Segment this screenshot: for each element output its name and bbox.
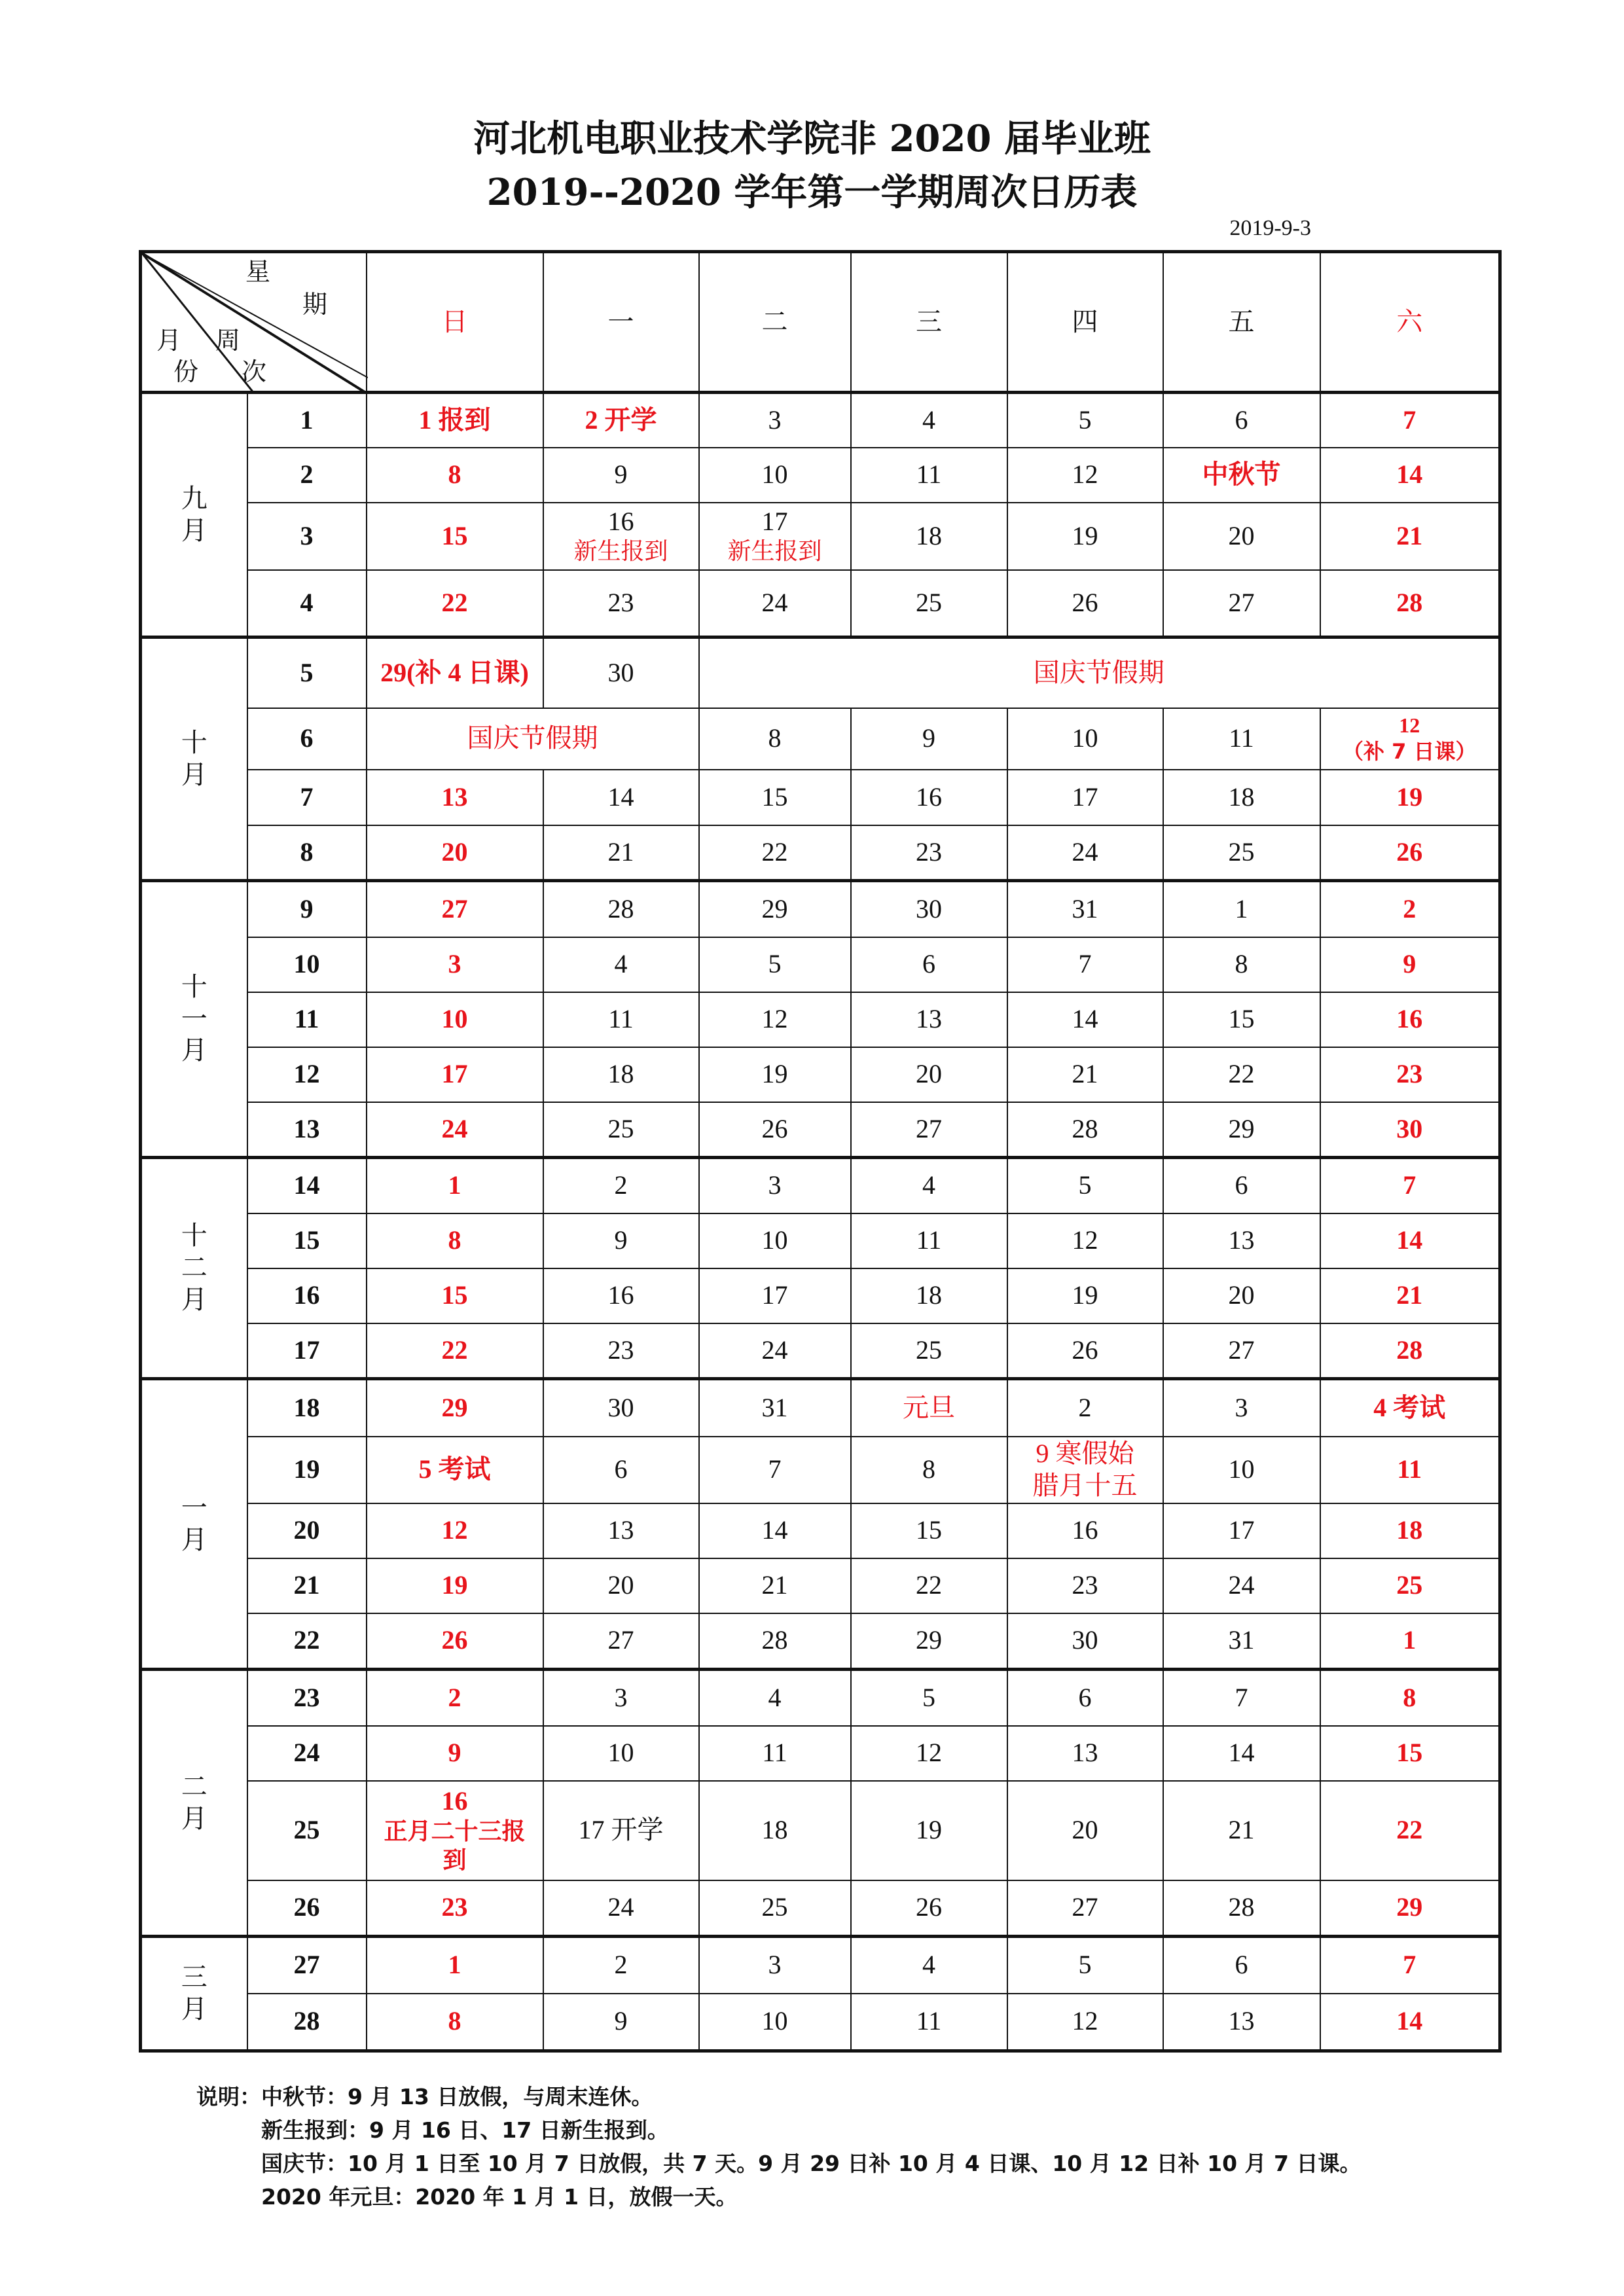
- day-cell: 25: [543, 1102, 699, 1158]
- weekday-sat: 六: [1320, 252, 1500, 393]
- day-cell: 12: [1007, 448, 1163, 503]
- table-row: [141, 1880, 1500, 1937]
- table-row: [141, 1158, 1500, 1213]
- day-cell: 7: [699, 1437, 851, 1503]
- day-cell: 16: [543, 1268, 699, 1323]
- day-cell: 19: [1320, 770, 1500, 825]
- day-cell: 5: [1007, 1158, 1163, 1213]
- week-number: 13: [247, 1102, 367, 1158]
- day-cell: 15: [367, 503, 543, 570]
- day-cell: 1 报到: [367, 393, 543, 448]
- day-cell: 20: [1163, 503, 1320, 570]
- day-cell: 28: [1320, 570, 1500, 637]
- day-cell: 3: [367, 937, 543, 992]
- day-cell: 24: [1163, 1558, 1320, 1613]
- day-cell: 21: [1320, 503, 1500, 570]
- day-cell: 20: [851, 1047, 1007, 1102]
- day-cell: 20: [367, 825, 543, 881]
- day-cell: 7: [1320, 1937, 1500, 1994]
- day-cell: 19: [367, 1558, 543, 1613]
- day-cell: 5: [1007, 393, 1163, 448]
- table-row: [141, 503, 1500, 570]
- day-cell: 13: [1007, 1726, 1163, 1781]
- week-number: 4: [247, 570, 367, 637]
- table-row: [141, 1503, 1500, 1558]
- diag-label-yue: 月: [156, 326, 182, 355]
- month-label-nov: 十 一 月: [141, 881, 247, 1158]
- day-cell: 13: [1163, 1213, 1320, 1268]
- day-cell: 12: [1007, 1994, 1163, 2051]
- day-cell: 19: [699, 1047, 851, 1102]
- day-cell: 16: [1320, 992, 1500, 1047]
- week-number: 15: [247, 1213, 367, 1268]
- day-cell: 1: [1320, 1613, 1500, 1670]
- weekday-tue: 二: [699, 252, 851, 393]
- day-cell: 27: [543, 1613, 699, 1670]
- week-number: 2: [247, 448, 367, 503]
- day-cell: 27: [1163, 1323, 1320, 1379]
- calendar-table: [139, 250, 1502, 2053]
- day-cell: 元旦: [851, 1379, 1007, 1437]
- day-cell: 18: [1320, 1503, 1500, 1558]
- day-cell: 21: [699, 1558, 851, 1613]
- day-cell: 2: [367, 1670, 543, 1726]
- day-cell: 3: [699, 1937, 851, 1994]
- day-cell: 18: [851, 1268, 1007, 1323]
- day-cell: 19: [1007, 503, 1163, 570]
- week-number: 19: [247, 1437, 367, 1503]
- day-cell: 8: [851, 1437, 1007, 1503]
- day-note: 新生报到: [573, 538, 668, 565]
- day-cell: 10: [1163, 1437, 1320, 1503]
- week-number: 11: [247, 992, 367, 1047]
- day-cell: 24: [1007, 825, 1163, 881]
- day-cell: 4: [699, 1670, 851, 1726]
- day-cell: 29: [367, 1379, 543, 1437]
- day-cell: 21: [1320, 1268, 1500, 1323]
- header-row: [141, 252, 1500, 393]
- day-cell: 26: [1320, 825, 1500, 881]
- day-cell: 9: [543, 448, 699, 503]
- day-cell: 22: [367, 1323, 543, 1379]
- day-cell: 12: [851, 1726, 1007, 1781]
- day-cell: 3: [1163, 1379, 1320, 1437]
- day-cell: 6: [1163, 1937, 1320, 1994]
- day-note: 正月二十三报到: [384, 1818, 526, 1874]
- day-cell: 18: [699, 1781, 851, 1880]
- day-cell: 2: [1007, 1379, 1163, 1437]
- month-label-dec: 十 二 月: [141, 1158, 247, 1379]
- day-cell: 22: [851, 1558, 1007, 1613]
- holiday-span: 国庆节假期: [699, 637, 1500, 708]
- table-row: [141, 992, 1500, 1047]
- day-cell: 8: [367, 1213, 543, 1268]
- day-cell: 13: [851, 992, 1007, 1047]
- month-label-feb: 二 月: [141, 1670, 247, 1937]
- day-cell: 31: [699, 1379, 851, 1437]
- day-cell: 6: [1163, 1158, 1320, 1213]
- week-number: 20: [247, 1503, 367, 1558]
- week-number: 22: [247, 1613, 367, 1670]
- day-cell: 23: [367, 1880, 543, 1937]
- day-cell: 7: [1320, 1158, 1500, 1213]
- week-number: 1: [247, 393, 367, 448]
- table-row: [141, 1268, 1500, 1323]
- note-line: 2020 年元旦：2020 年 1 月 1 日，放假一天。: [196, 2184, 738, 2210]
- day-cell: 22: [699, 825, 851, 881]
- day-cell: 25: [851, 570, 1007, 637]
- note-line: 说明：中秋节：9 月 13 日放假，与周末连休。: [196, 2084, 653, 2109]
- day-cell: 23: [543, 570, 699, 637]
- day-cell: 7: [1163, 1670, 1320, 1726]
- day-cell: 14: [699, 1503, 851, 1558]
- day-note: （补 7 日课）: [1342, 738, 1477, 764]
- note-line: 国庆节：10 月 1 日至 10 月 7 日放假，共 7 天。9 月 29 日补 10 月 4 日课、10 月 12 日补 10 月 7 日课。: [196, 2151, 1362, 2177]
- table-row: [141, 1323, 1500, 1379]
- day-cell: 中秋节: [1163, 448, 1320, 503]
- day-cell: 24: [543, 1880, 699, 1937]
- day-cell: 3: [543, 1670, 699, 1726]
- day-cell: 26: [699, 1102, 851, 1158]
- week-number: 17: [247, 1323, 367, 1379]
- week-number: 3: [247, 503, 367, 570]
- day-cell: 9: [1320, 937, 1500, 992]
- day-cell: 4: [851, 1937, 1007, 1994]
- note-line: 新生报到：9 月 16 日、17 日新生报到。: [196, 2117, 669, 2144]
- day-cell: 10: [543, 1726, 699, 1781]
- day-cell: 6: [1163, 393, 1320, 448]
- day-cell: 24: [699, 570, 851, 637]
- table-row: [141, 825, 1500, 881]
- day-cell: 23: [543, 1323, 699, 1379]
- month-label-oct: 十 月: [141, 637, 247, 881]
- week-number: 24: [247, 1726, 367, 1781]
- day-cell: 8: [699, 708, 851, 770]
- day-cell: 7: [1007, 937, 1163, 992]
- table-row: [141, 637, 1500, 708]
- day-cell: 30: [1007, 1613, 1163, 1670]
- day-cell: 3: [699, 1158, 851, 1213]
- day-cell: 12 （补 7 日课）: [1320, 708, 1500, 770]
- table-row: [141, 1781, 1500, 1880]
- day-cell: 30: [543, 637, 699, 708]
- day-cell: 17: [1007, 770, 1163, 825]
- day-cell: 20: [1007, 1781, 1163, 1880]
- day-cell: 9: [851, 708, 1007, 770]
- day-cell: 26: [1007, 1323, 1163, 1379]
- week-number: 25: [247, 1781, 367, 1880]
- day-cell: 10: [699, 1994, 851, 2051]
- day-cell: 16 新生报到: [543, 503, 699, 570]
- day-cell: 15: [367, 1268, 543, 1323]
- day-cell: 27: [1163, 570, 1320, 637]
- day-cell: 1: [367, 1937, 543, 1994]
- day-cell: 18: [851, 503, 1007, 570]
- day-cell: 4: [851, 393, 1007, 448]
- day-cell: 30: [851, 881, 1007, 937]
- day-cell: 15: [699, 770, 851, 825]
- day-cell: 17: [1163, 1503, 1320, 1558]
- day-note: 腊月十五: [1032, 1470, 1138, 1500]
- week-number: 27: [247, 1937, 367, 1994]
- day-cell: 29: [699, 881, 851, 937]
- day-cell: 4: [543, 937, 699, 992]
- week-number: 18: [247, 1379, 367, 1437]
- day-cell: 13: [367, 770, 543, 825]
- diagonal-header-cell: [141, 252, 367, 393]
- table-row: [141, 1213, 1500, 1268]
- day-cell: 29: [1320, 1880, 1500, 1937]
- day-cell: 16 正月二十三报到: [367, 1781, 543, 1880]
- day-cell: 21: [1007, 1047, 1163, 1102]
- day-cell: 23: [1320, 1047, 1500, 1102]
- day-cell: 2: [543, 1158, 699, 1213]
- table-row: [141, 1994, 1500, 2051]
- day-cell: 11: [699, 1726, 851, 1781]
- day-cell: 25: [851, 1323, 1007, 1379]
- week-number: 28: [247, 1994, 367, 2051]
- day-cell: 2: [1320, 881, 1500, 937]
- day-cell: 24: [367, 1102, 543, 1158]
- day-cell: 15: [1320, 1726, 1500, 1781]
- table-row: [141, 1937, 1500, 1994]
- table-row: [141, 1726, 1500, 1781]
- day-cell: 29(补 4 日课): [367, 637, 543, 708]
- title-line-2: 2019--2020 学年第一学期周次日历表: [486, 171, 1138, 214]
- week-number: 26: [247, 1880, 367, 1937]
- day-cell: 5 考试: [367, 1437, 543, 1503]
- month-label-jan: 一 月: [141, 1379, 247, 1670]
- week-number: 9: [247, 881, 367, 937]
- day-cell: 13: [543, 1503, 699, 1558]
- day-cell: 11: [1320, 1437, 1500, 1503]
- day-cell: 9: [367, 1726, 543, 1781]
- week-number: 12: [247, 1047, 367, 1102]
- day-cell: 13: [1163, 1994, 1320, 2051]
- week-number: 7: [247, 770, 367, 825]
- day-note: 新生报到: [727, 538, 822, 565]
- day-cell: 21: [543, 825, 699, 881]
- day-cell: 20: [1163, 1268, 1320, 1323]
- day-cell: 29: [851, 1613, 1007, 1670]
- table-row: [141, 1670, 1500, 1726]
- table-row: [141, 393, 1500, 448]
- day-cell: 12: [367, 1503, 543, 1558]
- day-cell: 9: [543, 1994, 699, 2051]
- day-cell: 27: [1007, 1880, 1163, 1937]
- day-cell: 17 开学: [543, 1781, 699, 1880]
- day-cell: 29: [1163, 1102, 1320, 1158]
- day-cell: 11: [543, 992, 699, 1047]
- day-cell: 10: [1007, 708, 1163, 770]
- day-cell: 18: [543, 1047, 699, 1102]
- day-cell: 14: [1320, 1994, 1500, 2051]
- day-cell: 8: [367, 1994, 543, 2051]
- day-cell: 6: [1007, 1670, 1163, 1726]
- week-number: 10: [247, 937, 367, 992]
- document-date: 2019-9-3: [1229, 216, 1311, 240]
- notes: [196, 2080, 1361, 2214]
- day-cell: 11: [851, 448, 1007, 503]
- weekday-thu: 四: [1007, 252, 1163, 393]
- diag-label-xing: 星: [245, 257, 271, 286]
- diag-label-ci: 次: [242, 357, 267, 386]
- table-row: [141, 1558, 1500, 1613]
- week-number: 21: [247, 1558, 367, 1613]
- title-line-1: 河北机电职业技术学院非 2020 届毕业班: [473, 117, 1151, 160]
- weekday-fri: 五: [1163, 252, 1320, 393]
- day-cell: 26: [367, 1613, 543, 1670]
- day-cell: 15: [851, 1503, 1007, 1558]
- day-cell: 2: [543, 1937, 699, 1994]
- day-cell: 21: [1163, 1781, 1320, 1880]
- day-cell: 19: [1007, 1268, 1163, 1323]
- day-cell: 14: [1163, 1726, 1320, 1781]
- table-row: [141, 881, 1500, 937]
- day-cell: 8: [367, 448, 543, 503]
- day-cell: 10: [699, 1213, 851, 1268]
- day-cell: 14: [1320, 1213, 1500, 1268]
- day-cell: 4 考试: [1320, 1379, 1500, 1437]
- day-cell: 31: [1007, 881, 1163, 937]
- day-cell: 2 开学: [543, 393, 699, 448]
- day-cell: 11: [851, 1994, 1007, 2051]
- day-cell: 5: [851, 1670, 1007, 1726]
- day-cell: 8: [1320, 1670, 1500, 1726]
- day-cell: 16: [1007, 1503, 1163, 1558]
- table-row: [141, 1102, 1500, 1158]
- table-row: [141, 570, 1500, 637]
- holiday-span: 国庆节假期: [367, 708, 699, 770]
- day-cell: 5: [699, 937, 851, 992]
- table-row: [141, 1047, 1500, 1102]
- day-cell: 18: [1163, 770, 1320, 825]
- day-cell: 9: [543, 1213, 699, 1268]
- day-cell: 7: [1320, 393, 1500, 448]
- day-cell: 22: [1320, 1781, 1500, 1880]
- day-cell: 27: [367, 881, 543, 937]
- day-cell: 11: [851, 1213, 1007, 1268]
- day-cell: 14: [543, 770, 699, 825]
- day-cell: 28: [1163, 1880, 1320, 1937]
- week-number: 5: [247, 637, 367, 708]
- day-cell: 3: [699, 393, 851, 448]
- diag-label-fen: 份: [173, 357, 199, 386]
- day-cell: 25: [699, 1880, 851, 1937]
- week-number: 16: [247, 1268, 367, 1323]
- day-cell: 17: [699, 1268, 851, 1323]
- weekday-mon: 一: [543, 252, 699, 393]
- day-cell: 28: [1320, 1323, 1500, 1379]
- day-cell: 17: [367, 1047, 543, 1102]
- month-label-mar: 三 月: [141, 1937, 247, 2051]
- day-cell: 28: [543, 881, 699, 937]
- day-cell: 10: [699, 448, 851, 503]
- weekday-wed: 三: [851, 252, 1007, 393]
- day-cell: 1: [1163, 881, 1320, 937]
- day-cell: 8: [1163, 937, 1320, 992]
- table-row: [141, 1379, 1500, 1437]
- day-cell: 26: [851, 1880, 1007, 1937]
- table-row: [141, 708, 1500, 770]
- day-cell: 14: [1320, 448, 1500, 503]
- day-cell: 5: [1007, 1937, 1163, 1994]
- day-cell: 28: [1007, 1102, 1163, 1158]
- day-cell: 25: [1163, 825, 1320, 881]
- day-cell: 4: [851, 1158, 1007, 1213]
- day-cell: 19: [851, 1781, 1007, 1880]
- week-number: 6: [247, 708, 367, 770]
- day-cell: 11: [1163, 708, 1320, 770]
- day-cell: 12: [699, 992, 851, 1047]
- day-cell: 17 新生报到: [699, 503, 851, 570]
- weekday-sun: 日: [367, 252, 543, 393]
- day-cell: 30: [1320, 1102, 1500, 1158]
- diag-label-zhou: 周: [215, 326, 241, 355]
- day-cell: 6: [851, 937, 1007, 992]
- day-cell: 27: [851, 1102, 1007, 1158]
- day-cell: 16: [851, 770, 1007, 825]
- day-cell: 26: [1007, 570, 1163, 637]
- day-cell: 10: [367, 992, 543, 1047]
- day-cell: 22: [1163, 1047, 1320, 1102]
- day-cell: 30: [543, 1379, 699, 1437]
- day-cell: 9 寒假始 腊月十五: [1007, 1437, 1163, 1503]
- week-number: 14: [247, 1158, 367, 1213]
- diag-label-qi: 期: [302, 290, 328, 319]
- day-cell: 28: [699, 1613, 851, 1670]
- month-label-sep: 九 月: [141, 393, 247, 637]
- day-cell: 23: [851, 825, 1007, 881]
- day-cell: 31: [1163, 1613, 1320, 1670]
- day-cell: 1: [367, 1158, 543, 1213]
- week-number: 8: [247, 825, 367, 881]
- day-cell: 20: [543, 1558, 699, 1613]
- day-cell: 6: [543, 1437, 699, 1503]
- week-number: 23: [247, 1670, 367, 1726]
- table-row: [141, 1613, 1500, 1670]
- table-row: [141, 1437, 1500, 1503]
- day-cell: 14: [1007, 992, 1163, 1047]
- day-cell: 12: [1007, 1213, 1163, 1268]
- table-row: [141, 448, 1500, 503]
- table-row: [141, 770, 1500, 825]
- day-cell: 22: [367, 570, 543, 637]
- day-cell: 23: [1007, 1558, 1163, 1613]
- day-cell: 15: [1163, 992, 1320, 1047]
- day-cell: 24: [699, 1323, 851, 1379]
- table-row: [141, 937, 1500, 992]
- day-cell: 25: [1320, 1558, 1500, 1613]
